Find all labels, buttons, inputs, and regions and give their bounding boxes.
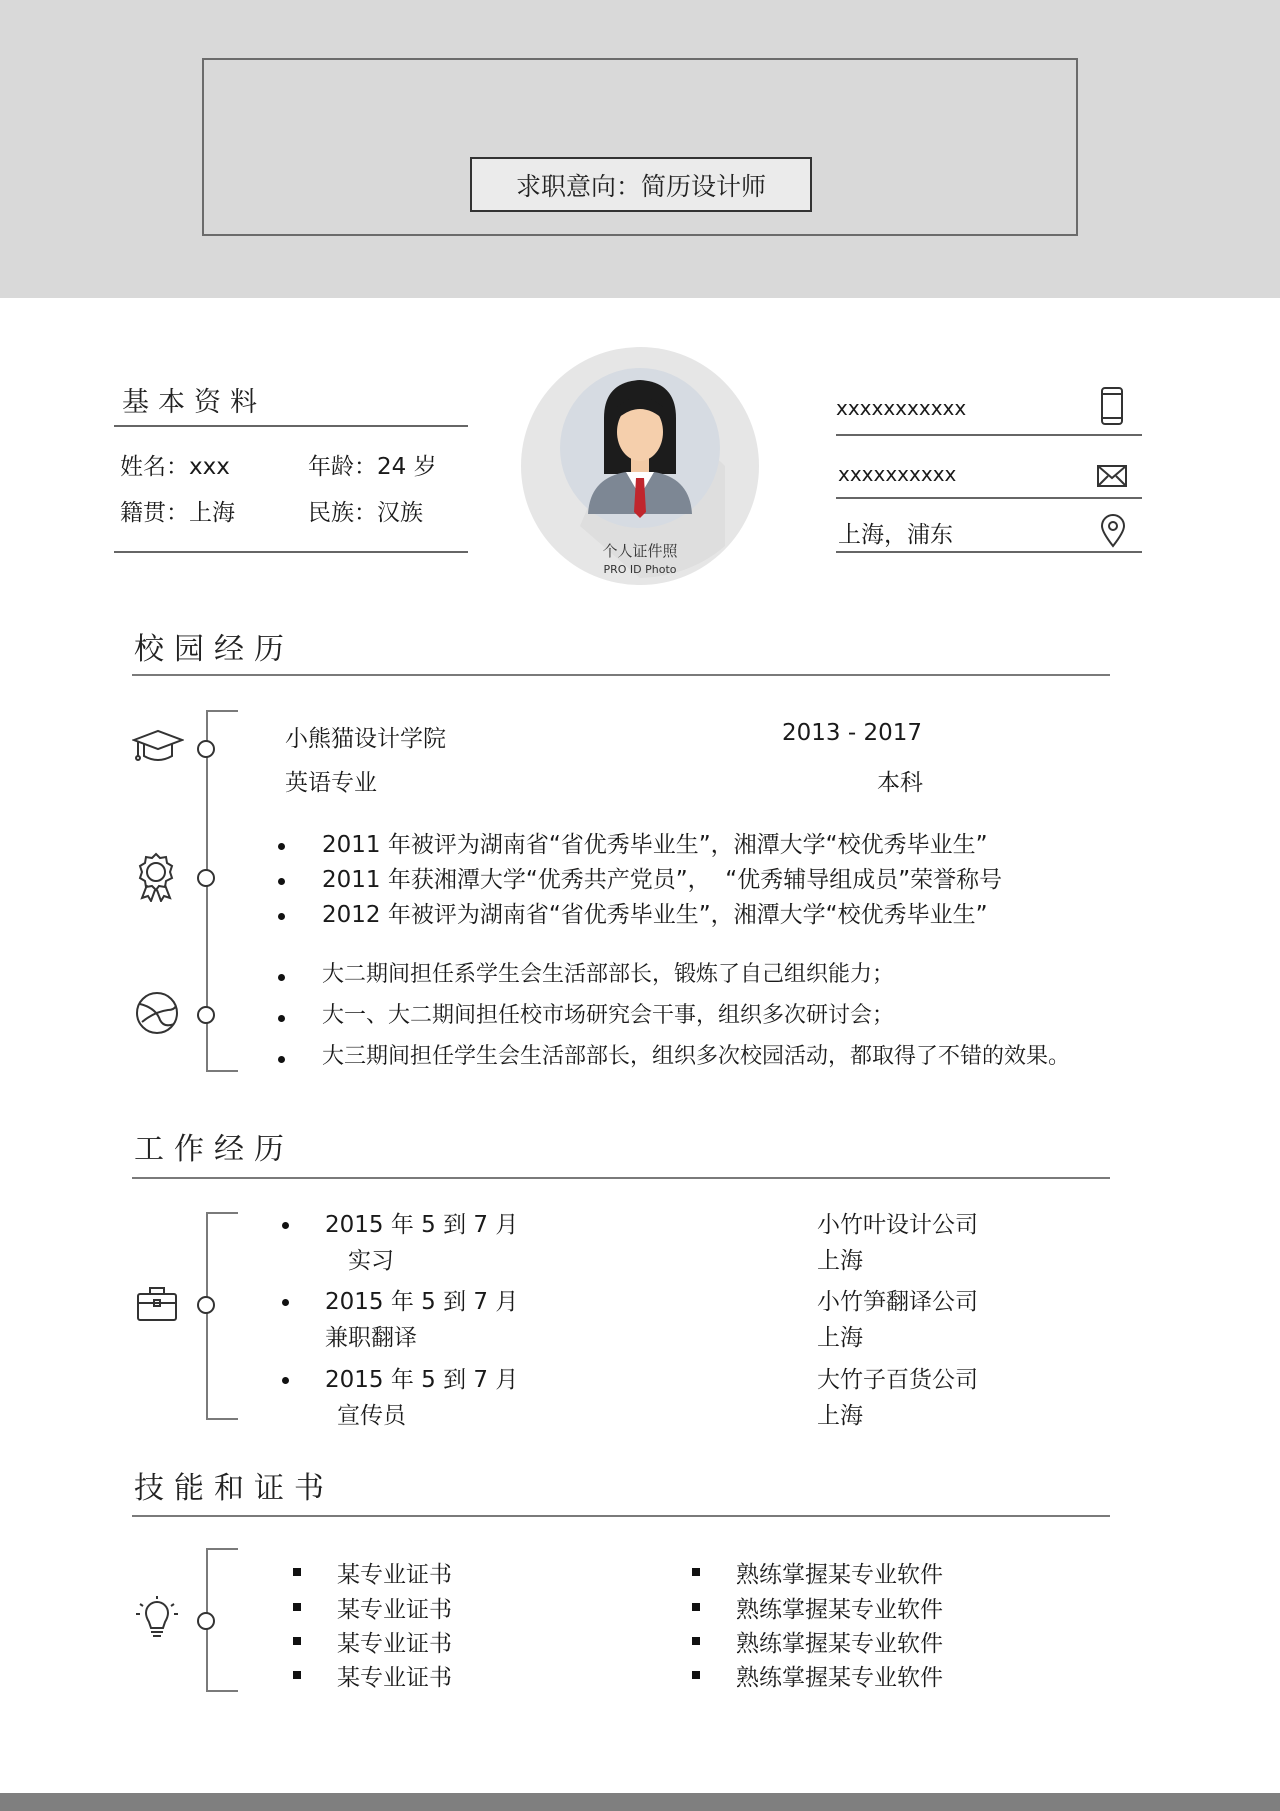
work-date: 2015 年 5 到 7 月 — [325, 1289, 519, 1315]
bullet — [278, 974, 285, 981]
graduation-cap-icon — [132, 728, 184, 766]
divider — [114, 551, 468, 553]
bullet — [278, 878, 285, 885]
footer-bar — [0, 1793, 1280, 1811]
bullet — [293, 1568, 301, 1576]
certificate-item: 某专业证书 — [337, 1665, 452, 1691]
certificate-item: 某专业证书 — [337, 1562, 452, 1588]
award-medal-icon — [136, 852, 176, 902]
divider — [114, 425, 468, 427]
briefcase-icon — [136, 1286, 178, 1322]
bullet — [692, 1568, 700, 1576]
work-role: 实习 — [348, 1248, 394, 1274]
section-divider — [132, 1177, 1110, 1179]
timeline-cap — [206, 1212, 238, 1214]
divider — [836, 551, 1142, 553]
timeline-node — [197, 869, 215, 887]
timeline-node — [197, 1612, 215, 1630]
avatar-illustration — [520, 346, 760, 586]
work-company: 小竹叶设计公司 — [817, 1212, 978, 1238]
bullet — [692, 1637, 700, 1645]
age-field: 年龄：24 岁 — [308, 454, 437, 480]
bullet — [293, 1671, 301, 1679]
activity-item: 大三期间担任学生会生活部部长，组织多次校园活动，都取得了不错的效果。 — [322, 1044, 1071, 1069]
timeline-cap — [206, 1070, 238, 1072]
work-date: 2015 年 5 到 7 月 — [325, 1367, 519, 1393]
bullet — [293, 1603, 301, 1611]
honor-item: 2011 年被评为湖南省“省优秀毕业生”，湘潭大学“校优秀毕业生” — [322, 832, 988, 858]
phone-number: xxxxxxxxxxx — [836, 396, 967, 420]
job-objective: 求职意向：简历设计师 — [470, 157, 812, 212]
skills-title: 技能和证书 — [134, 1471, 334, 1506]
bullet — [293, 1637, 301, 1645]
basic-info-title: 基本资料 — [122, 387, 266, 418]
bullet — [282, 1299, 289, 1306]
degree: 本科 — [877, 770, 923, 796]
software-skill-item: 熟练掌握某专业软件 — [736, 1631, 943, 1657]
timeline-cap — [206, 1548, 238, 1550]
bullet — [692, 1603, 700, 1611]
work-city: 上海 — [817, 1325, 863, 1351]
work-company: 大竹子百货公司 — [817, 1367, 978, 1393]
honor-item: 2011 年获湘潭大学“优秀共产党员”， “优秀辅导组成员”荣誉称号 — [322, 867, 1003, 893]
bullet — [278, 913, 285, 920]
section-divider — [132, 674, 1110, 676]
timeline-node — [197, 740, 215, 758]
school-name: 小熊猫设计学院 — [285, 726, 446, 752]
work-role: 宣传员 — [337, 1403, 406, 1429]
timeline-node — [197, 1006, 215, 1024]
section-divider — [132, 1515, 1110, 1517]
timeline-line — [206, 1212, 208, 1420]
work-city: 上海 — [817, 1248, 863, 1274]
origin-field: 籍贯：上海 — [120, 500, 235, 526]
bullet — [692, 1671, 700, 1679]
work-city: 上海 — [817, 1403, 863, 1429]
work-role: 兼职翻译 — [325, 1325, 417, 1351]
timeline-cap — [206, 1418, 238, 1420]
work-company: 小竹笋翻译公司 — [817, 1289, 978, 1315]
location-pin-icon — [1100, 514, 1126, 548]
id-photo — [520, 346, 760, 586]
orbit-icon — [134, 990, 180, 1036]
bullet — [278, 1015, 285, 1022]
major: 英语专业 — [285, 770, 377, 796]
bullet — [278, 843, 285, 850]
phone-icon — [1100, 386, 1124, 426]
name-field: 姓名：xxx — [120, 454, 230, 480]
lightbulb-icon — [136, 1596, 178, 1642]
education-title: 校园经历 — [134, 632, 294, 667]
envelope-icon — [1096, 464, 1128, 488]
photo-caption-cn: 个人证件照 — [602, 542, 678, 560]
activity-item: 大二期间担任系学生会生活部部长，锻炼了自己组织能力； — [322, 962, 895, 987]
timeline-cap — [206, 1690, 238, 1692]
work-date: 2015 年 5 到 7 月 — [325, 1212, 519, 1238]
software-skill-item: 熟练掌握某专业软件 — [736, 1562, 943, 1588]
software-skill-item: 熟练掌握某专业软件 — [736, 1597, 943, 1623]
timeline-node — [197, 1296, 215, 1314]
timeline-cap — [206, 710, 238, 712]
certificate-item: 某专业证书 — [337, 1631, 452, 1657]
activity-item: 大一、大二期间担任校市场研究会干事，组织多次研讨会； — [322, 1003, 895, 1028]
bullet — [282, 1222, 289, 1229]
divider — [836, 434, 1142, 436]
software-skill-item: 熟练掌握某专业软件 — [736, 1665, 943, 1691]
study-years: 2013 - 2017 — [782, 720, 922, 746]
email-address: xxxxxxxxxx — [838, 462, 957, 486]
address: 上海，浦东 — [838, 522, 953, 548]
bullet — [282, 1377, 289, 1384]
honor-item: 2012 年被评为湖南省“省优秀毕业生”，湘潭大学“校优秀毕业生” — [322, 902, 988, 928]
work-title: 工作经历 — [134, 1132, 294, 1167]
divider — [836, 497, 1142, 499]
photo-caption-en: PRO ID Photo — [603, 563, 677, 576]
ethnicity-field: 民族：汉族 — [308, 500, 423, 526]
bullet — [278, 1056, 285, 1063]
certificate-item: 某专业证书 — [337, 1597, 452, 1623]
